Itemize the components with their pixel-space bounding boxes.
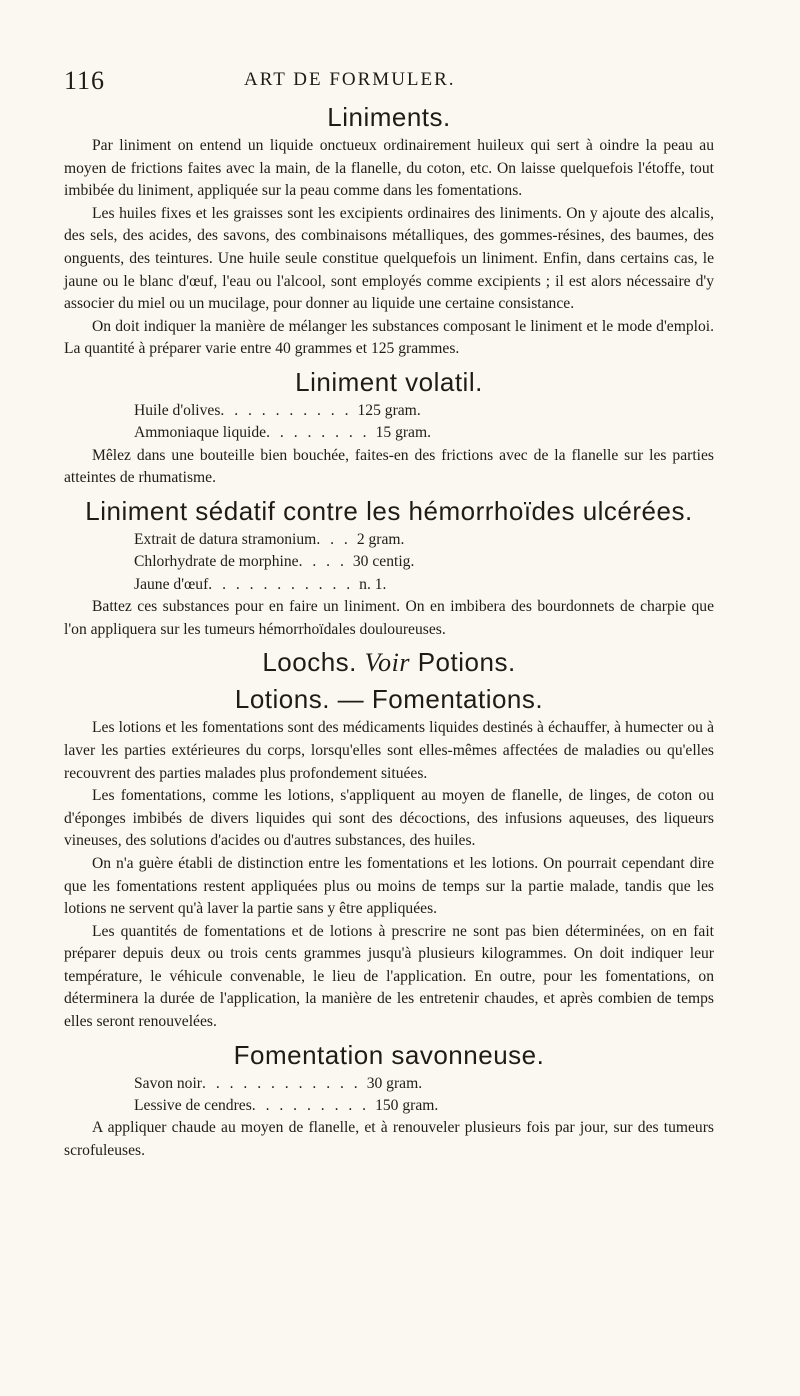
cross-reference: Potions. bbox=[417, 647, 516, 678]
paragraph: Par liniment on entend un liquide onctueux ordinairement huileux qui sert à oindre la peau au moyen de frictions faites avec la main, de la flanelle, du coton, etc. On laisse quelquefois l'étoffe, tout imbibée du liniment, appliquée sur la peau comme dans les fomentations. bbox=[64, 137, 714, 200]
ingredient-row bbox=[134, 529, 714, 551]
paragraph: Les quantités de fomentations et de lotions à prescrire ne sont pas bien déterminées, on en fait préparer depuis deux ou trois cents grammes jusqu'à plusieurs kilogrammes. On doit indiquer leur température, le véhicule convenable, le lieu de l'application. En outre, pour les fomentations, on déterminera la durée de l'application, la manière de les entretenir chaudes, et après combien de temps elles seront renouvelées. bbox=[64, 922, 714, 1031]
leader-dots: . . . . . . . . . . . bbox=[208, 575, 354, 593]
ingredient-list bbox=[134, 1073, 714, 1118]
ingredient-quantity: 125 gram. bbox=[357, 401, 421, 419]
ingredient-row bbox=[134, 422, 714, 444]
ingredient-name: Chlorhydrate de morphine bbox=[134, 553, 299, 571]
ingredient-name: Huile d'olives bbox=[134, 401, 221, 419]
page-number: 116 bbox=[64, 66, 106, 95]
ingredient-quantity: n. 1. bbox=[359, 575, 387, 593]
ingredient-quantity: 30 gram. bbox=[366, 1074, 423, 1092]
section-title: Lotions. — Fomentations. bbox=[234, 684, 544, 715]
paragraph: On n'a guère établi de distinction entre les fomentations et les lotions. On pourrait cependant dire que les fomentations restent appliquées plus ou moins de temps sur la partie malade, tandis que les lotions ne servent qu'à laver la partie sans y être appliquées. bbox=[64, 854, 714, 918]
paragraph: Les fomentations, comme les lotions, s'appliquent au moyen de flanelle, de linges, de coton ou d'éponges imbibés de divers liquides qui sont des décoctions, des infusions aqueuses, des liqueurs vineuses, des solutions d'acides ou d'autres substances, des huiles. bbox=[64, 787, 714, 850]
recipe-instructions: Battez ces substances pour en faire un liniment. On en imbibera des bourdonnets de charpie que l'on appliquera sur les tumeurs hémorrhoïdales douloureuses. bbox=[64, 598, 714, 638]
leader-dots: . . . . . . . . . . . . bbox=[202, 1074, 361, 1092]
section-title-loochs bbox=[64, 647, 714, 678]
leader-dots: . . . bbox=[316, 530, 351, 548]
section-liniment-sedatif bbox=[64, 496, 714, 641]
ingredient-row bbox=[134, 574, 714, 596]
ingredient-name: Lessive de cendres bbox=[134, 1097, 252, 1115]
ingredient-quantity: 2 gram. bbox=[356, 530, 405, 548]
voir-label: Voir bbox=[364, 648, 410, 678]
ingredient-list bbox=[134, 400, 714, 445]
section-title: Liniments. bbox=[327, 102, 451, 132]
ingredient-name: Jaune d'œuf bbox=[134, 575, 209, 593]
ingredient-name: Extrait de datura stramonium bbox=[134, 530, 317, 548]
section-liniment-volatil bbox=[64, 367, 714, 490]
ingredient-quantity: 15 gram. bbox=[375, 424, 432, 442]
ingredient-name: Savon noir bbox=[134, 1074, 203, 1092]
paragraph: Les lotions et les fomentations sont des médicaments liquides destinés à échauffer, à humecter ou à laver les parties extérieures du corps, lorsqu'elles sont elles-mêmes affectées de maladies ou qu'elles recouvrent des parties malades plus profondement situées. bbox=[64, 719, 714, 782]
leader-dots: . . . . . . . . . . bbox=[220, 401, 352, 419]
ingredient-row bbox=[134, 551, 714, 573]
section-fomentation-savonneuse bbox=[64, 1040, 714, 1163]
ingredient-quantity: 30 centig. bbox=[352, 553, 415, 571]
running-title: ART DE FORMULER. bbox=[244, 69, 456, 90]
recipe-title: Fomentation savonneuse. bbox=[233, 1039, 545, 1070]
paragraph: Les huiles fixes et les graisses sont les excipients ordinaires des liniments. On y ajoute des alcalis, des sels, des acides, des savons, des combinaisons métalliques, des gommes-résines, des baumes, des onguents, des teintures. Une huile seule constitue quelquefois un liniment. Enfin, dans certains cas, le jaune ou le blanc d'œuf, l'eau ou l'alcool, sont employés comme excipients ; il est alors nécessaire d'y associer du miel ou un mucilage, pour donner au liquide une certaine consistance. bbox=[64, 204, 714, 313]
leader-dots: . . . . bbox=[298, 553, 347, 571]
leader-dots: . . . . . . . . . bbox=[251, 1097, 370, 1115]
recipe-instructions: Mêlez dans une bouteille bien bouchée, faites-en des frictions avec de la flanelle sur les parties atteintes de rhumatisme. bbox=[64, 446, 714, 487]
recipe-title: Liniment sédatif contre les hémorrhoïdes ulcérées. bbox=[85, 495, 693, 526]
ingredient-quantity: 150 gram. bbox=[375, 1097, 439, 1115]
running-head bbox=[64, 66, 714, 96]
ingredient-row bbox=[134, 1095, 714, 1117]
ingredient-name: Ammoniaque liquide bbox=[134, 424, 267, 442]
section-lotions bbox=[64, 684, 714, 1033]
recipe-instructions: A appliquer chaude au moyen de flanelle, et à renouveler plusieurs fois par jour, sur des tumeurs scrofuleuses. bbox=[64, 1119, 714, 1160]
ingredient-row bbox=[134, 1073, 714, 1095]
paragraph: On doit indiquer la manière de mélanger les substances composant le liniment et le mode d'emploi. La quantité à préparer varie entre 40 grammes et 125 grammes. bbox=[64, 317, 714, 358]
ingredient-list bbox=[134, 529, 714, 596]
ingredient-row bbox=[134, 400, 714, 422]
section-liniments bbox=[64, 102, 714, 361]
leader-dots: . . . . . . . . bbox=[266, 424, 370, 442]
recipe-title: Liniment volatil. bbox=[295, 366, 483, 397]
loochs-title: Loochs. bbox=[262, 647, 357, 678]
